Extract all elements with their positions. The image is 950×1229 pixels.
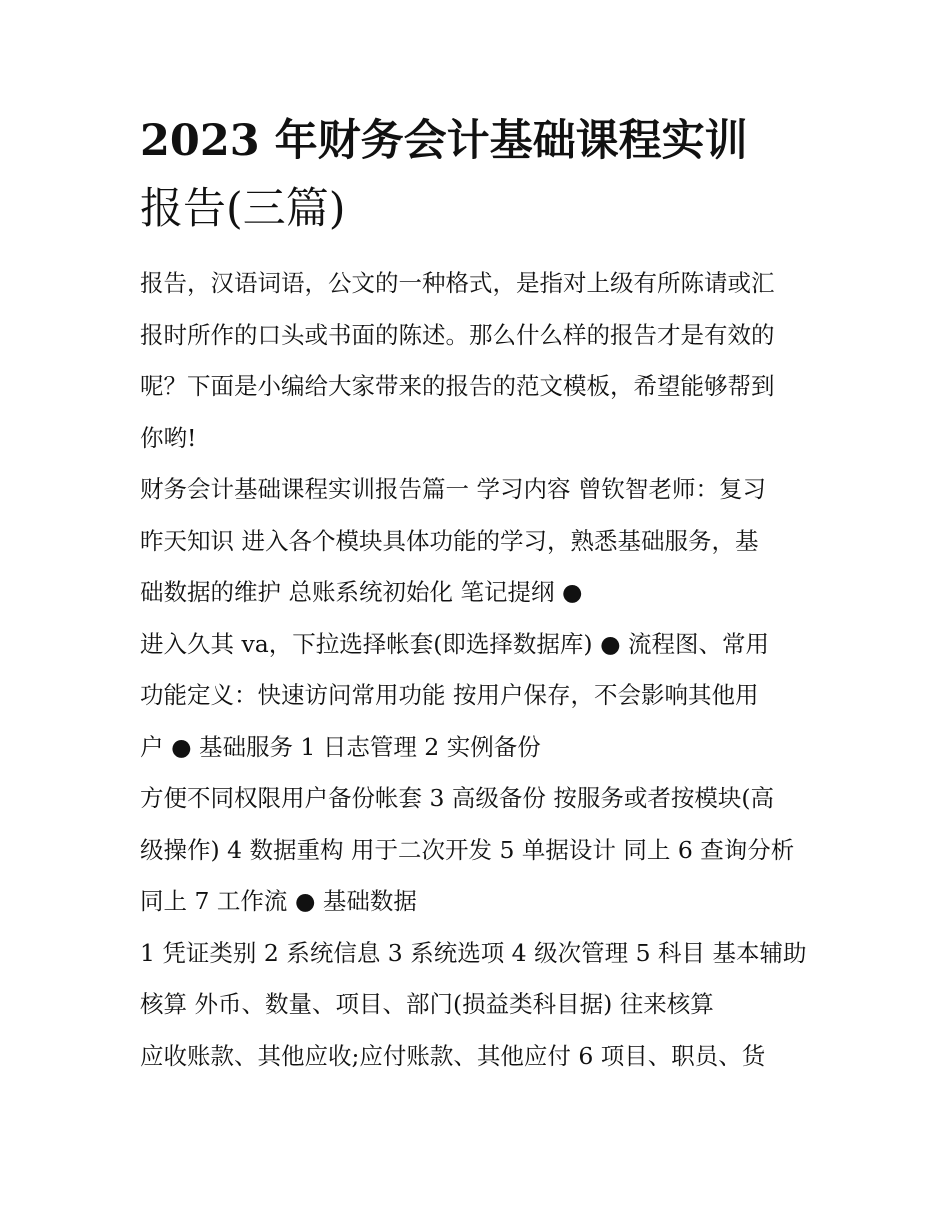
body-line: 核算 外币、数量、项目、部门(损益类科目据) 往来核算 — [140, 990, 714, 1018]
body-line: 础数据的维护 总账系统初始化 笔记提纲 ● — [140, 578, 583, 606]
body-line: 级操作) 4 数据重构 用于二次开发 5 单据设计 同上 6 查询分析 — [140, 835, 795, 864]
body-line: 报时所作的口头或书面的陈述。那么什么样的报告才是有效的 — [140, 320, 775, 349]
body-line: 报告，汉语词语，公文的一种格式，是指对上级有所陈请或汇 — [140, 269, 775, 297]
body-line: 1 凭证类别 2 系统信息 3 系统选项 4 级次管理 5 科目 基本辅助 — [140, 938, 807, 967]
body-line: 同上 7 工作流 ● 基础数据 — [140, 887, 417, 915]
body-line: 你哟! — [140, 423, 197, 452]
document-body — [140, 258, 830, 1082]
document-title — [140, 112, 830, 238]
title-line-2: 报告(三篇) — [140, 184, 346, 234]
body-line: 功能定义：快速访问常用功能 按用户保存，不会影响其他用 — [140, 681, 759, 709]
body-line: 应收账款、其他应收;应付账款、其他应付 6 项目、职员、货 — [140, 1041, 766, 1070]
title-line-1: 2023 年财务会计基础课程实训 — [140, 116, 748, 166]
body-line: 昨天知识 进入各个模块具体功能的学习，熟悉基础服务，基 — [140, 526, 759, 555]
body-line: 方便不同权限用户备份帐套 3 高级备份 按服务或者按模块(高 — [140, 784, 775, 812]
body-line: 呢？下面是小编给大家带来的报告的范文模板，希望能够帮到 — [140, 372, 775, 400]
body-line: 进入久其 va，下拉选择帐套(即选择数据库) ● 流程图、常用 — [140, 629, 770, 658]
body-line: 户 ● 基础服务 1 日志管理 2 实例备份 — [140, 732, 541, 761]
body-line: 财务会计基础课程实训报告篇一 学习内容 曾钦智老师：复习 — [140, 475, 766, 503]
